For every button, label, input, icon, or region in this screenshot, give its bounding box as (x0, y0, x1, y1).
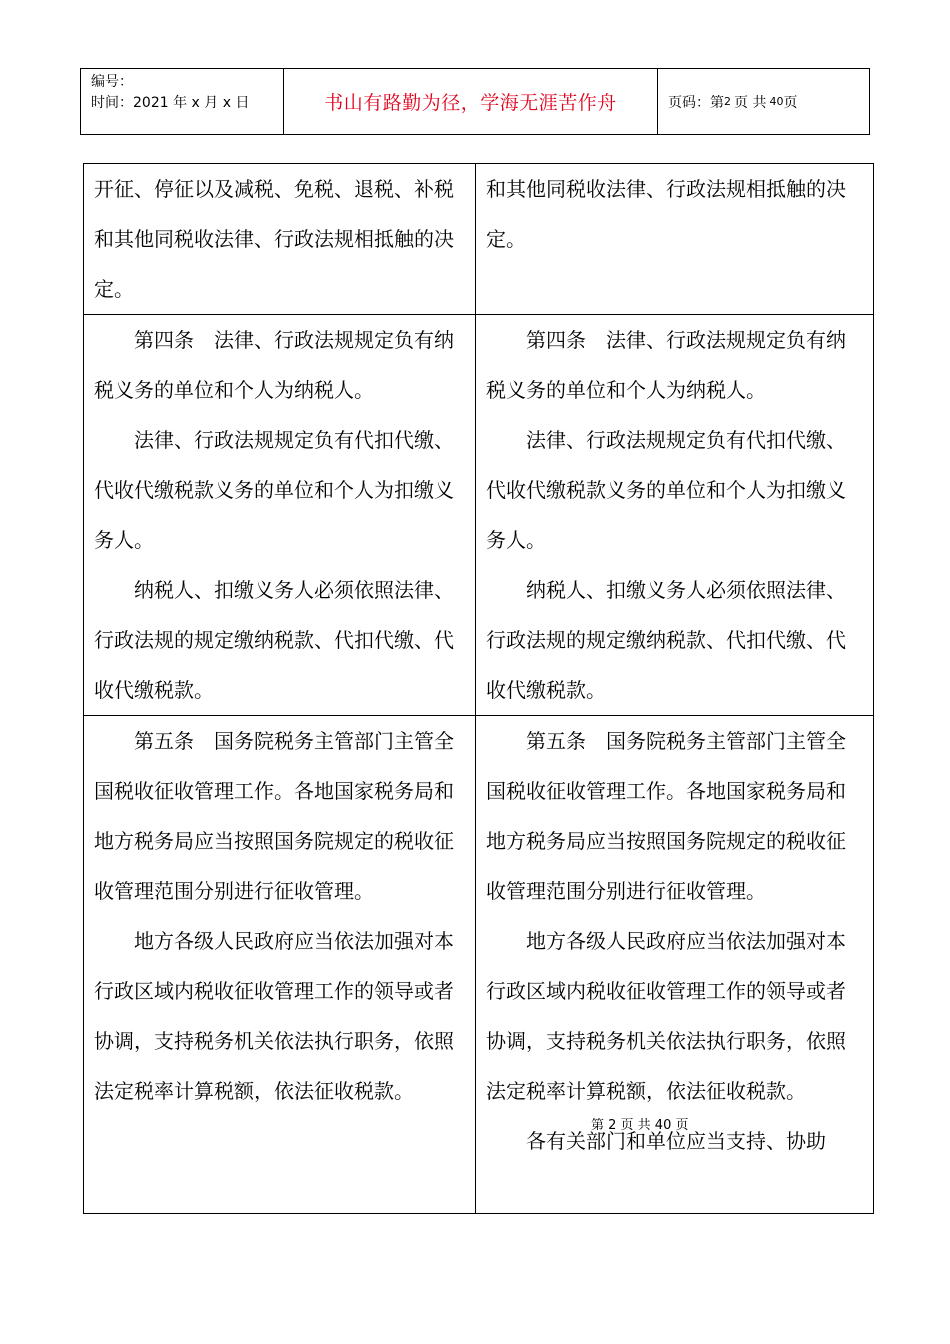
table-cell-left (84, 716, 476, 1214)
article-4-para-3: 纳税人、扣缴义务人必须依照法律、行政法规的规定缴纳税款、代扣代缴、代收代缴税款。 (94, 578, 454, 702)
article-4-para-2: 法律、行政法规规定负有代扣代缴、代收代缴税款义务的单位和个人为扣缴义务人。 (486, 428, 846, 552)
document-header (80, 68, 870, 135)
article-4-para-1: 第四条 法律、行政法规规定负有纳税义务的单位和个人为纳税人。 (94, 328, 454, 402)
table-cell-right (476, 164, 874, 315)
page-prefix: 页码：第 (668, 94, 724, 111)
page-number: 2 (724, 95, 731, 108)
article-4-para-1: 第四条 法律、行政法规规定负有纳税义务的单位和个人为纳税人。 (486, 328, 846, 402)
table-cell-left (84, 164, 476, 315)
page-mid: 页 共 (734, 94, 767, 111)
paragraph: 开征、停征以及减税、免税、退税、补税和其他同税收法律、行政法规相抵触的决定。 (94, 177, 454, 301)
table-row (84, 716, 874, 1214)
table-cell-left (84, 315, 476, 716)
article-4-para-3: 纳税人、扣缴义务人必须依照法律、行政法规的规定缴纳税款、代扣代缴、代收代缴税款。 (486, 578, 846, 702)
header-page-info (658, 69, 869, 134)
article-5-para-2: 地方各级人民政府应当依法加强对本行政区域内税收征收管理工作的领导或者协调，支持税务机关依法执行职务，依照法定税率计算税额，依法征收税款。 (94, 929, 454, 1103)
page-total: 40 (769, 95, 784, 108)
header-meta (81, 69, 284, 134)
document-date: 时间：2021 年 x 月 x 日 (91, 95, 250, 111)
article-5-para-1: 第五条 国务院税务主管部门主管全国税收征收管理工作。各地国家税务局和地方税务局应当按照国务院规定的税收征收管理范围分别进行征收管理。 (486, 729, 846, 903)
document-number-label: 编号： (91, 74, 133, 90)
comparison-table (83, 163, 874, 1214)
article-4-para-2: 法律、行政法规规定负有代扣代缴、代收代缴税款义务的单位和个人为扣缴义务人。 (94, 428, 454, 552)
table-row (84, 315, 874, 716)
header-motto: 书山有路勤为径，学海无涯苦作舟 (284, 69, 658, 134)
table-cell-right (476, 716, 874, 1214)
article-5-para-3: 各有关部门和单位应当支持、协助 (526, 1129, 826, 1153)
paragraph: 和其他同税收法律、行政法规相抵触的决定。 (486, 177, 846, 251)
table-row (84, 164, 874, 315)
article-5-para-1: 第五条 国务院税务主管部门主管全国税收征收管理工作。各地国家税务局和地方税务局应当按照国务院规定的税收征收管理范围分别进行征收管理。 (94, 729, 454, 903)
page-suffix: 页 (783, 94, 798, 111)
page-footer: 第 2 页 共 40 页 (591, 1118, 689, 1133)
article-5-para-2: 地方各级人民政府应当依法加强对本行政区域内税收征收管理工作的领导或者协调，支持税务机关依法执行职务，依照法定税率计算税额，依法征收税款。 (486, 929, 846, 1103)
table-cell-right (476, 315, 874, 716)
